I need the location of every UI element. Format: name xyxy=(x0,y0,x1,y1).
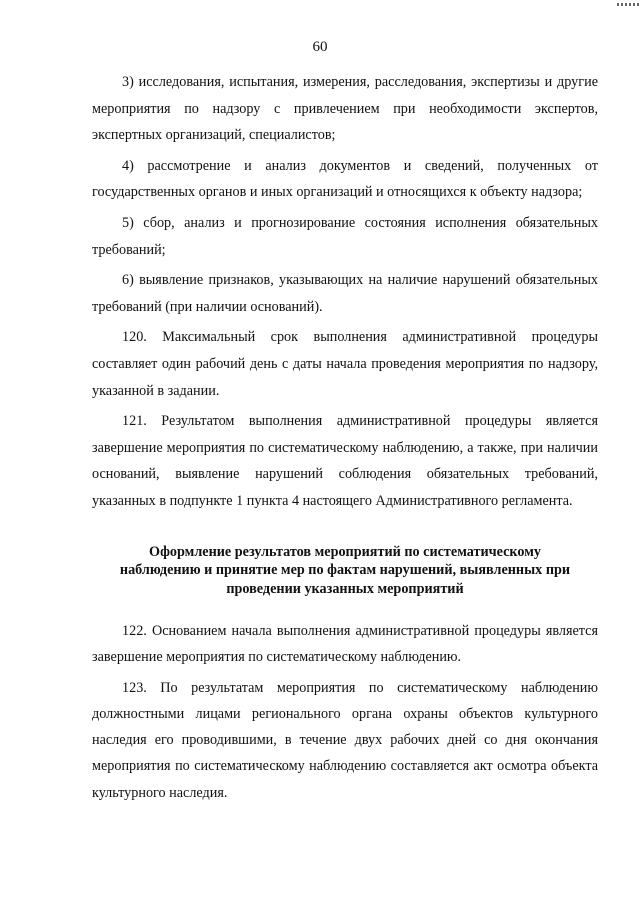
paragraph-120: 120. Максимальный срок выполнения административной процедуры составляет один рабочий день с даты начала проведения мероприятия по надзору, указанной в задании. xyxy=(92,329,598,399)
section-heading-line: проведении указанных мероприятий xyxy=(226,580,464,597)
section-heading-line: Оформление результатов мероприятий по систематическому xyxy=(149,543,541,560)
section-heading xyxy=(92,543,598,599)
page-number: 60 xyxy=(312,39,328,55)
paragraph-122: 122. Основанием начала выполнения административной процедуры является завершение мероприятия по систематическому наблюдению. xyxy=(92,623,598,666)
paragraph-123: 123. По результатам мероприятия по систематическому наблюдению должностными лицами регионального органа охраны объектов культурного наследия его проводившими, в течение двух рабочих дней со дня окончания мероприятия по систематическому наблюдению составляется акт осмотра объекта культурного наследия. xyxy=(92,679,598,801)
paragraph-item-4: 4) рассмотрение и анализ документов и сведений, полученных от государственных органов и иных организаций и относящихся к объекту надзора; xyxy=(92,157,598,201)
document-body xyxy=(92,69,598,806)
paragraph-121: 121. Результатом выполнения административной процедуры является завершение мероприятия по систематическому наблюдению, а также, при наличии оснований, выявление нарушений соблюдения обязательных требований, указанных в подпункте 1 пункта 4 настоящего Административного регламента. xyxy=(92,413,598,509)
paragraph-item-5: 5) сбор, анализ и прогнозирование состояния исполнения обязательных требований; xyxy=(92,214,598,258)
paragraph-item-3: 3) исследования, испытания, измерения, расследования, экспертизы и другие мероприятия по надзору с привлечением при необходимости экспертов, экспертных организаций, специалистов; xyxy=(92,74,598,144)
section-heading-line: наблюдению и принятие мер по фактам нарушений, выявленных при xyxy=(119,562,571,579)
paragraph-item-6: 6) выявление признаков, указывающих на наличие нарушений обязательных требований (при наличии оснований). xyxy=(92,272,598,315)
scan-artifact xyxy=(617,3,639,6)
